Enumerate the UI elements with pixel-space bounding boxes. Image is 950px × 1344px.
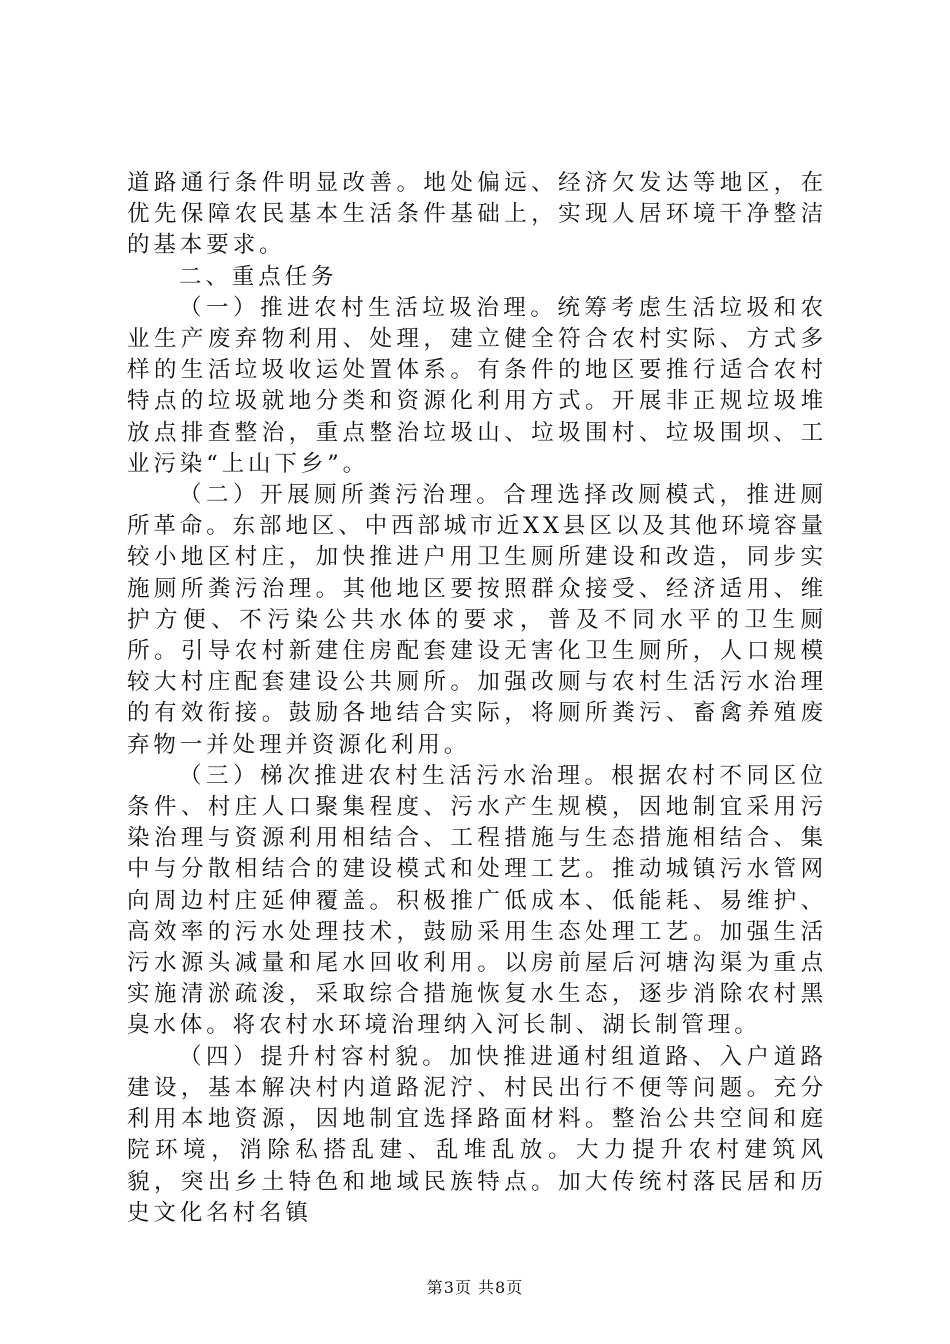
paragraph-continuation: 道路通行条件明显改善。地处偏远、经济欠发达等地区，在优先保障农民基本生活条件基础上，实现人居环境干净整洁的基本要求。 bbox=[127, 170, 827, 259]
paragraph-sewage-treatment: （三）梯次推进农村生活污水治理。根据农村不同区位条件、村庄人口聚集程度、污水产生规模，因地制宜采用污染治理与资源利用相结合、工程措施与生态措施相结合、集中与分散相结合的建设模式和处理工艺。推动城镇污水管网向周边村庄延伸覆盖。积极推广低成本、低能耗、易维护、高效率的污水处理技术，鼓励采用生态处理工艺。加强生活污水源头减量和尾水回收利用。以房前屋后河塘沟渠为重点实施清淤疏浚，采取综合措施恢复水生态，逐步消除农村黑臭水体。将农村水环境治理纳入河长制、湖长制管理。 bbox=[127, 762, 827, 1039]
section-heading: 二、重点任务 bbox=[179, 263, 338, 290]
paragraph-toilet-treatment: （二）开展厕所粪污治理。合理选择改厕模式，推进厕所革命。东部地区、中西部城市近XX县区以及其他环境容量较小地区村庄，加快推进户用卫生厕所建设和改造，同步实施厕所粪污治理。其他地区要按照群众接受、经济适用、维护方便、不污染公共水体的要求，普及不同水平的卫生厕所。引导农村新建住房配套建设无害化卫生厕所，人口规模较大村庄配套建设公共厕所。加强改厕与农村生活污水治理的有效衔接。鼓励各地结合实际，将厕所粪污、畜禽养殖废弃物一并处理并资源化利用。 bbox=[127, 482, 827, 758]
page-number-footer: 第3页 共8页 bbox=[426, 1278, 524, 1297]
paragraph-garbage-treatment: （一）推进农村生活垃圾治理。统筹考虑生活垃圾和农业生产废弃物利用、处理，建立健全符合农村实际、方式多样的生活垃圾收运处置体系。有条件的地区要推行适合农村特点的垃圾就地分类和资源化利用方式。开展非正规垃圾堆放点排查整治，重点整治垃圾山、垃圾围村、垃圾围坝、工业污染“上山下乡”。 bbox=[127, 294, 827, 477]
paragraph-village-appearance: （四）提升村容村貌。加快推进通村组道路、入户道路建设，基本解决村内道路泥泞、村民出行不便等问题。充分利用本地资源，因地制宜选择路面材料。整治公共空间和庭院环境，消除私搭乱建、乱堆乱放。大力提升农村建筑风貌，突出乡土特色和地域民族特点。加大传统村落民居和历史文化名村名镇 bbox=[127, 1043, 827, 1226]
document-body bbox=[127, 168, 827, 1229]
